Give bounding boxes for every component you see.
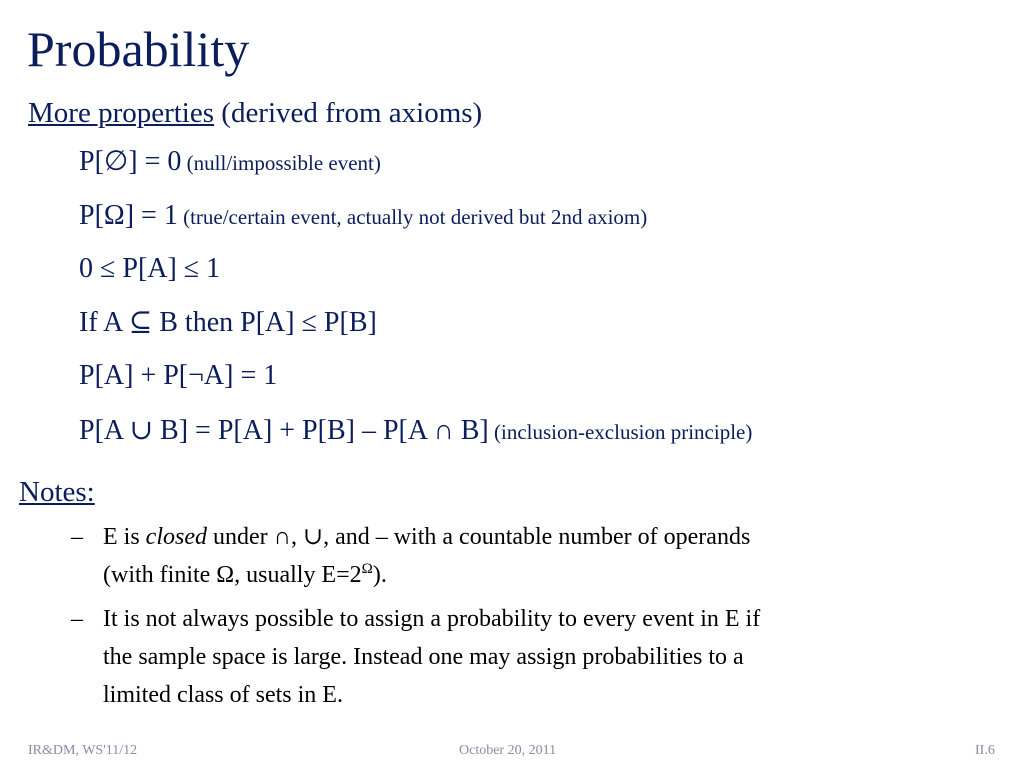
bullet-dash-icon: – bbox=[71, 524, 83, 550]
property-formula: P[Ω] = 1 bbox=[79, 200, 178, 231]
property-null-event bbox=[79, 145, 381, 180]
note-text-part: (with finite Ω, usually E=2 bbox=[103, 562, 362, 588]
property-formula: If A ⊆ B then P[A] ≤ P[B] bbox=[79, 307, 377, 338]
property-note: (true/certain event, actually not derived but 2nd axiom) bbox=[177, 205, 648, 229]
property-note: (null/impossible event) bbox=[181, 151, 381, 175]
note-text-part: ). bbox=[372, 562, 387, 588]
note-text bbox=[103, 518, 903, 594]
property-formula: P[A ∪ B] = P[A] + P[B] – P[A ∩ B] bbox=[79, 415, 489, 446]
note-line bbox=[103, 518, 903, 556]
property-bounds bbox=[79, 252, 220, 287]
footer-course: IR&DM, WS'11/12 bbox=[28, 743, 138, 758]
note-text-part: under ∩, ∪, and – with a countable number of operands bbox=[206, 524, 751, 550]
notes-heading: Notes: bbox=[19, 476, 95, 508]
note-text-part: E is bbox=[103, 524, 146, 550]
property-certain-event bbox=[79, 199, 647, 234]
subheading-underlined: More properties bbox=[28, 97, 215, 129]
property-formula: P[A] + P[¬A] = 1 bbox=[79, 360, 278, 391]
note-line bbox=[103, 556, 903, 594]
note-probability-assignment bbox=[71, 600, 911, 720]
property-formula: P[∅] = 0 bbox=[79, 146, 182, 177]
slide-title: Probability bbox=[27, 21, 250, 77]
subheading bbox=[28, 95, 482, 131]
bullet-dash-icon: – bbox=[71, 606, 83, 632]
property-monotonicity bbox=[79, 306, 377, 341]
property-note: (inclusion-exclusion principle) bbox=[488, 420, 753, 444]
property-complement bbox=[79, 359, 277, 394]
note-superscript: Ω bbox=[361, 561, 373, 577]
note-italic-word: closed bbox=[145, 524, 207, 550]
subheading-rest: (derived from axioms) bbox=[214, 97, 483, 129]
property-formula: 0 ≤ P[A] ≤ 1 bbox=[79, 253, 221, 284]
note-line: It is not always possible to assign a probability to every event in E if bbox=[103, 606, 761, 632]
note-line: the sample space is large. Instead one may assign probabilities to a bbox=[103, 644, 744, 670]
property-inclusion-exclusion bbox=[79, 414, 752, 449]
note-text bbox=[103, 600, 903, 714]
footer-date: October 20, 2011 bbox=[459, 743, 557, 758]
note-closed-under-operations bbox=[71, 518, 911, 598]
footer-slide-number: II.6 bbox=[975, 743, 995, 758]
note-line: limited class of sets in E. bbox=[103, 682, 343, 708]
